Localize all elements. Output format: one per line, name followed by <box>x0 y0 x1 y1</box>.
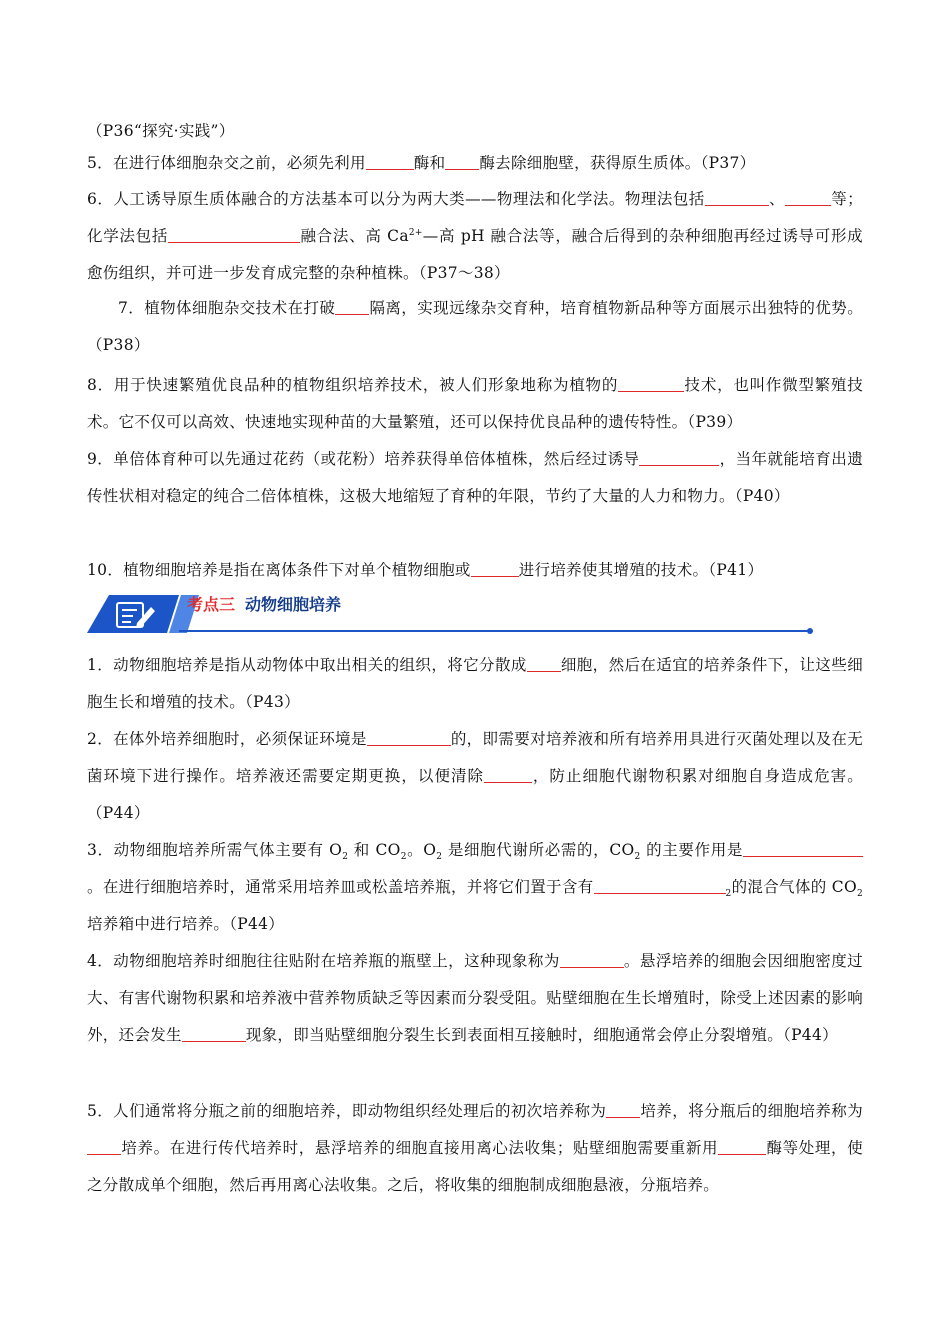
text: 7．植物体细胞杂交技术在打破 <box>118 299 336 317</box>
answer-blank[interactable] <box>87 1138 121 1155</box>
text: 10．植物细胞培养是指在离体条件下对单个植物细胞或 <box>87 561 471 579</box>
text: —高 pH 融合法等，融合后得到的杂种细胞再经过诱导可形成愈伤组织，并可进一步发育成完整的杂种植株。（P37～38） <box>87 227 863 282</box>
item-a2 <box>87 721 863 832</box>
text: 5．在进行体细胞杂交之前，必须先利用 <box>87 154 366 172</box>
answer-blank[interactable] <box>527 655 561 672</box>
text: 培养箱中进行培养。（P44） <box>87 915 285 933</box>
answer-blank[interactable] <box>639 449 719 466</box>
text: 8．用于快速繁殖优良品种的植物组织培养技术，被人们形象地称为植物的 <box>87 376 619 394</box>
subscript: 2 <box>856 889 863 900</box>
text: 、 <box>768 190 785 208</box>
section-label: 考点三 <box>187 595 236 614</box>
text: 进行培养使其增殖的技术。（P41） <box>518 561 764 579</box>
text: 酶和 <box>413 154 446 172</box>
answer-blank[interactable] <box>168 226 300 243</box>
text: 培养，将分瓶后的细胞培养称为 <box>640 1102 863 1120</box>
answer-blank[interactable] <box>705 189 769 206</box>
text: ，当年就能培育出遗传性状相对稳定的纯合二倍体植株，这极大地缩短了育种的年限，节约了大量的人力和物力。（P40） <box>87 450 863 505</box>
section-heading: 动物细胞培养 <box>245 595 342 614</box>
answer-blank[interactable] <box>182 1025 246 1042</box>
answer-blank-cont[interactable] <box>843 840 863 857</box>
text: 融合法、高 Ca <box>300 227 409 245</box>
answer-blank[interactable] <box>594 877 726 894</box>
text: 技术，也叫作微型繁殖技术。它不仅可以高效、快速地实现种苗的大量繁殖，还可以保持优良品种的遗传特性。（P39） <box>87 376 864 431</box>
text: 是细胞代谢所必需的，CO <box>442 841 635 859</box>
answer-blank[interactable] <box>560 951 624 968</box>
item-a4 <box>87 943 863 1054</box>
superscript: 2+ <box>408 227 423 238</box>
item-a5 <box>87 1093 863 1204</box>
item-8 <box>87 367 863 441</box>
text: 的混合气体的 CO <box>731 878 857 896</box>
answer-blank-cont[interactable] <box>817 189 831 206</box>
item-9 <box>87 441 863 515</box>
text: ，防止细胞代谢物积累对细胞自身造成危害。（P44） <box>87 767 863 822</box>
answer-blank[interactable] <box>471 560 519 577</box>
answer-blank[interactable] <box>335 298 369 315</box>
item-10 <box>87 552 863 589</box>
text: 。O <box>406 841 437 859</box>
text: 。在进行细胞培养时，通常采用培养皿或松盖培养瓶，并将它们置于含有 <box>87 878 594 896</box>
answer-blank[interactable] <box>366 153 414 170</box>
text: 酶等处理，使之分散成单个细胞，然后再用离心法收集。之后，将收集的细胞制成细胞悬液，分瓶培养。 <box>87 1139 863 1194</box>
answer-blank[interactable] <box>367 729 451 746</box>
answer-blank[interactable] <box>445 153 479 170</box>
item-6 <box>87 181 863 292</box>
text: 现象，即当贴壁细胞分裂生长到表面相互接触时，细胞通常会停止分裂增殖。（P44） <box>245 1026 838 1044</box>
text: 培养。在进行传代培养时，悬浮培养的细胞直接用离心法收集；贴壁细胞需要重新用 <box>121 1139 719 1157</box>
answer-blank[interactable] <box>785 189 817 206</box>
text: 和 CO <box>348 841 401 859</box>
text: 隔离，实现远缘杂交育种，培育植物新品种等方面展示出独特的优势。（P38） <box>87 299 863 354</box>
item-a1 <box>87 647 863 721</box>
answer-blank[interactable] <box>743 840 843 857</box>
text: 6．人工诱导原生质体融合的方法基本可以分为两大类——物理法和化学法。物理法包括 <box>87 190 705 208</box>
text: 4．动物细胞培养时细胞往往贴附在培养瓶的瓶壁上，这种现象称为 <box>87 952 560 970</box>
item-a3 <box>87 832 863 943</box>
note-text: （P36“探究·实践”） <box>87 122 235 140</box>
item-5 <box>87 145 863 182</box>
answer-blank[interactable] <box>718 1138 766 1155</box>
text: 酶去除细胞壁，获得原生质体。（P37） <box>479 154 756 172</box>
subscript: 2 <box>400 852 407 863</box>
subscript: 2 <box>436 852 443 863</box>
text: 细胞，然后在适宜的培养条件下，让这些细胞生长和增殖的技术。（P43） <box>87 656 864 711</box>
section-title <box>187 593 341 617</box>
answer-blank[interactable] <box>618 375 684 392</box>
answer-blank[interactable] <box>606 1101 640 1118</box>
text: 2．在体外培养细胞时，必须保证环境是 <box>87 730 367 748</box>
text: 9．单倍体育种可以先通过花药（或花粉）培养获得单倍体植株，然后经过诱导 <box>87 450 640 468</box>
subscript: 2 <box>725 889 732 900</box>
subscript: 2 <box>342 852 349 863</box>
text: 。悬浮培养的细胞会因细胞密度过大、有害代谢物积累和培养液中营养物质缺乏等因素而分裂受阻。贴壁细胞在生长增殖时，除受上述因素的影响外，还会发生 <box>87 952 863 1044</box>
answer-blank[interactable] <box>484 766 532 783</box>
text: 5．人们通常将分瓶之前的细胞培养，即动物组织经处理后的初次培养称为 <box>87 1102 607 1120</box>
subscript: 2 <box>634 852 641 863</box>
item-7 <box>87 290 863 364</box>
text: 的主要作用是 <box>640 841 743 859</box>
section-banner <box>87 593 817 637</box>
text: 的，即需要对培养液和所有培养用具进行灭菌处理以及在无菌环境下进行操作。培养液还需要定期更换，以便清除 <box>87 730 863 785</box>
text: 等；化学法包括 <box>87 190 863 245</box>
text: 3．动物细胞培养所需气体主要有 O <box>87 841 343 859</box>
text: 1．动物细胞培养是指从动物体中取出相关的组织，将它分散成 <box>87 656 527 674</box>
